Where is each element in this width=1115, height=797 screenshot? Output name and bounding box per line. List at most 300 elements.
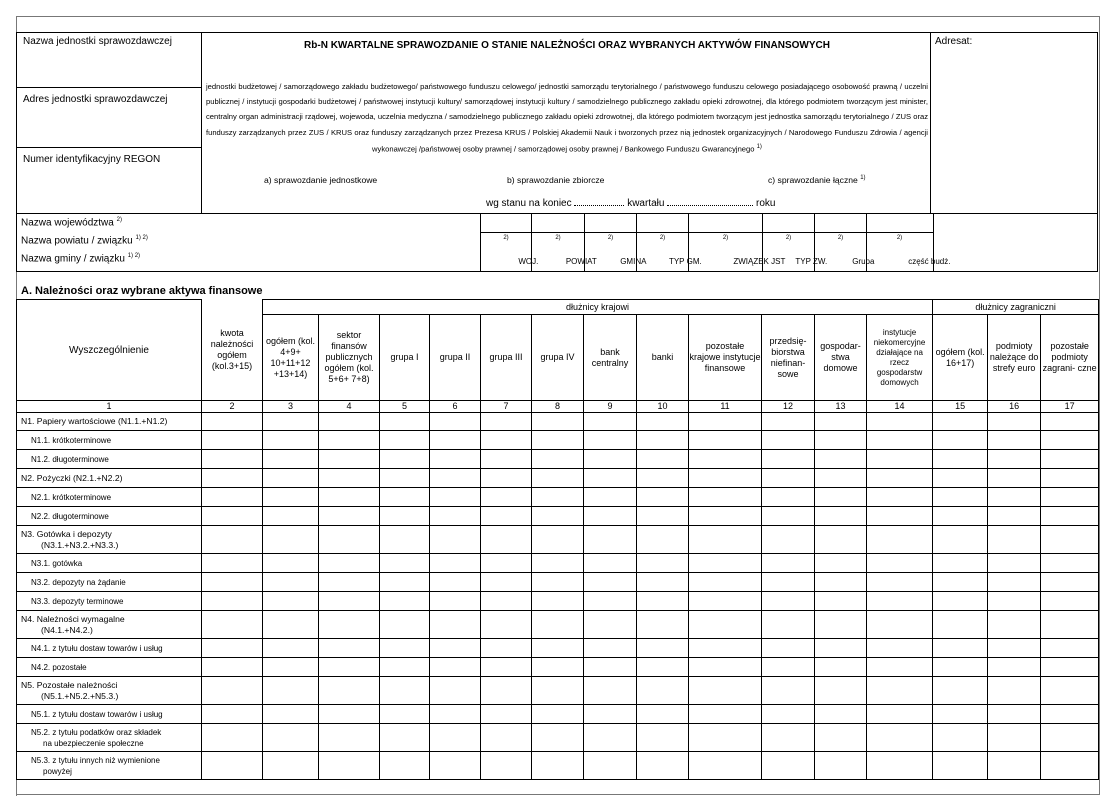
value-cell[interactable] — [319, 526, 380, 554]
value-cell[interactable] — [263, 488, 319, 507]
value-cell[interactable] — [202, 573, 263, 592]
value-cell[interactable] — [532, 431, 584, 450]
value-cell[interactable] — [762, 469, 815, 488]
value-cell[interactable] — [762, 639, 815, 658]
value-cell[interactable] — [933, 611, 988, 639]
value-cell[interactable] — [263, 639, 319, 658]
value-cell[interactable] — [584, 611, 637, 639]
value-cell[interactable] — [430, 677, 481, 705]
value-cell[interactable] — [762, 488, 815, 507]
code-cell-czesc-budz[interactable]: część budż. $^{2)}$ — [866, 213, 932, 271]
value-cell[interactable] — [637, 431, 689, 450]
value-cell[interactable] — [988, 724, 1041, 752]
value-cell[interactable] — [319, 705, 380, 724]
value-cell[interactable] — [430, 724, 481, 752]
value-cell[interactable] — [584, 639, 637, 658]
value-cell[interactable] — [263, 469, 319, 488]
unit-identification — [17, 33, 202, 213]
value-cell[interactable] — [1041, 573, 1099, 592]
value-cell[interactable] — [430, 592, 481, 611]
value-cell[interactable] — [637, 573, 689, 592]
value-cell[interactable] — [988, 573, 1041, 592]
value-cell[interactable] — [380, 658, 430, 677]
value-cell[interactable] — [202, 488, 263, 507]
value-cell[interactable] — [867, 573, 933, 592]
value-cell[interactable] — [637, 526, 689, 554]
value-cell[interactable] — [933, 431, 988, 450]
value-cell[interactable] — [532, 554, 584, 573]
value-cell[interactable] — [319, 488, 380, 507]
value-cell[interactable] — [689, 507, 762, 526]
value-cell[interactable] — [988, 507, 1041, 526]
value-cell[interactable] — [1041, 526, 1099, 554]
value-cell[interactable] — [933, 724, 988, 752]
value-cell[interactable] — [815, 488, 867, 507]
value-cell[interactable] — [481, 677, 532, 705]
value-cell[interactable] — [762, 677, 815, 705]
option-combined-report[interactable]: c) sprawozdanie łączne $^{1)}$ — [768, 175, 866, 185]
value-cell[interactable] — [584, 658, 637, 677]
value-cell[interactable] — [380, 639, 430, 658]
value-cell[interactable] — [815, 611, 867, 639]
value-cell[interactable] — [263, 450, 319, 469]
value-cell[interactable] — [430, 611, 481, 639]
option-aggregate-report[interactable]: b) sprawozdanie zbiorcze — [507, 175, 605, 185]
value-cell[interactable] — [380, 469, 430, 488]
column-number: 9 — [584, 401, 637, 413]
value-cell[interactable] — [263, 658, 319, 677]
value-cell[interactable] — [933, 469, 988, 488]
value-cell[interactable] — [202, 639, 263, 658]
value-cell[interactable] — [584, 507, 637, 526]
value-cell[interactable] — [263, 752, 319, 780]
value-cell[interactable] — [988, 554, 1041, 573]
value-cell[interactable] — [1041, 413, 1099, 431]
value-cell[interactable] — [815, 677, 867, 705]
code-cell-woj[interactable]: WOJ. $^{2)}$ — [503, 235, 539, 266]
value-cell[interactable] — [933, 450, 988, 469]
value-cell[interactable] — [430, 658, 481, 677]
value-cell[interactable] — [380, 431, 430, 450]
value-cell[interactable] — [202, 677, 263, 705]
value-cell[interactable] — [867, 554, 933, 573]
value-cell[interactable] — [380, 554, 430, 573]
value-cell[interactable] — [380, 413, 430, 431]
value-cell[interactable] — [867, 705, 933, 724]
value-cell[interactable] — [1041, 611, 1099, 639]
value-cell[interactable] — [584, 488, 637, 507]
value-cell[interactable] — [584, 677, 637, 705]
value-cell[interactable] — [319, 752, 380, 780]
value-cell[interactable] — [933, 592, 988, 611]
value-cell[interactable] — [263, 413, 319, 431]
value-cell[interactable] — [532, 507, 584, 526]
value-cell[interactable] — [319, 413, 380, 431]
value-cell[interactable] — [481, 413, 532, 431]
value-cell[interactable] — [637, 639, 689, 658]
value-cell[interactable] — [933, 526, 988, 554]
value-cell[interactable] — [430, 639, 481, 658]
value-cell[interactable] — [430, 488, 481, 507]
code-cell-powiat[interactable]: POWIAT $^{2)}$ — [531, 213, 584, 271]
value-cell[interactable] — [1041, 752, 1099, 780]
value-cell[interactable] — [202, 469, 263, 488]
value-cell[interactable] — [380, 592, 430, 611]
value-cell[interactable] — [430, 431, 481, 450]
value-cell[interactable] — [867, 639, 933, 658]
value-cell[interactable] — [689, 450, 762, 469]
value-cell[interactable] — [637, 611, 689, 639]
value-cell[interactable] — [815, 752, 867, 780]
value-cell[interactable] — [689, 592, 762, 611]
value-cell[interactable] — [319, 469, 380, 488]
value-cell[interactable] — [532, 611, 584, 639]
value-cell[interactable] — [263, 554, 319, 573]
value-cell[interactable] — [481, 488, 532, 507]
value-cell[interactable] — [430, 573, 481, 592]
value-cell[interactable] — [380, 752, 430, 780]
value-cell[interactable] — [380, 705, 430, 724]
code-cell-gmina[interactable]: GMINA $^{2)}$ — [584, 213, 636, 271]
value-cell[interactable] — [867, 488, 933, 507]
value-cell[interactable] — [319, 450, 380, 469]
value-cell[interactable] — [481, 526, 532, 554]
value-cell[interactable] — [430, 526, 481, 554]
value-cell[interactable] — [430, 469, 481, 488]
value-cell[interactable] — [762, 592, 815, 611]
value-cell[interactable] — [762, 752, 815, 780]
value-cell[interactable] — [263, 677, 319, 705]
value-cell[interactable] — [1041, 469, 1099, 488]
value-cell[interactable] — [263, 705, 319, 724]
value-cell[interactable] — [202, 554, 263, 573]
value-cell[interactable] — [637, 554, 689, 573]
value-cell[interactable] — [762, 658, 815, 677]
value-cell[interactable] — [988, 469, 1041, 488]
value-cell[interactable] — [380, 611, 430, 639]
value-cell[interactable] — [689, 526, 762, 554]
value-cell[interactable] — [202, 450, 263, 469]
value-cell[interactable] — [1041, 592, 1099, 611]
value-cell[interactable] — [637, 752, 689, 780]
value-cell[interactable] — [762, 705, 815, 724]
value-cell[interactable] — [867, 592, 933, 611]
value-cell[interactable] — [933, 705, 988, 724]
table-row — [17, 554, 1099, 573]
value-cell[interactable] — [933, 413, 988, 431]
value-cell[interactable] — [202, 658, 263, 677]
value-cell[interactable] — [988, 677, 1041, 705]
value-cell[interactable] — [988, 413, 1041, 431]
value-cell[interactable] — [815, 469, 867, 488]
value-cell[interactable] — [532, 413, 584, 431]
value-cell[interactable] — [933, 752, 988, 780]
value-cell[interactable] — [689, 573, 762, 592]
value-cell[interactable] — [202, 413, 263, 431]
value-cell[interactable] — [815, 592, 867, 611]
value-cell[interactable] — [584, 705, 637, 724]
value-cell[interactable] — [815, 573, 867, 592]
value-cell[interactable] — [481, 554, 532, 573]
value-cell[interactable] — [689, 431, 762, 450]
value-cell[interactable] — [815, 658, 867, 677]
value-cell[interactable] — [933, 573, 988, 592]
code-cell-typ-zw[interactable]: TYP ZW. $^{2)}$ — [762, 213, 814, 271]
value-cell[interactable] — [430, 705, 481, 724]
value-cell[interactable] — [481, 752, 532, 780]
value-cell[interactable] — [689, 639, 762, 658]
value-cell[interactable] — [637, 592, 689, 611]
table-body — [17, 401, 1099, 780]
value-cell[interactable] — [988, 450, 1041, 469]
value-cell[interactable] — [762, 573, 815, 592]
value-cell[interactable] — [1041, 450, 1099, 469]
value-cell[interactable] — [584, 469, 637, 488]
value-cell[interactable] — [584, 752, 637, 780]
value-cell[interactable] — [481, 592, 532, 611]
value-cell[interactable] — [815, 413, 867, 431]
value-cell[interactable] — [481, 431, 532, 450]
value-cell[interactable] — [988, 639, 1041, 658]
value-cell[interactable] — [762, 431, 815, 450]
value-cell[interactable] — [867, 658, 933, 677]
value-cell[interactable] — [988, 611, 1041, 639]
value-cell[interactable] — [1041, 507, 1099, 526]
value-cell[interactable] — [481, 639, 532, 658]
value-cell[interactable] — [481, 724, 532, 752]
value-cell[interactable] — [263, 526, 319, 554]
value-cell[interactable] — [584, 554, 637, 573]
value-cell[interactable] — [202, 752, 263, 780]
value-cell[interactable] — [430, 554, 481, 573]
year-field[interactable] — [667, 196, 753, 206]
value-cell[interactable] — [988, 592, 1041, 611]
table-row — [17, 507, 1099, 526]
value-cell[interactable] — [689, 611, 762, 639]
value-cell[interactable] — [762, 526, 815, 554]
value-cell[interactable] — [637, 658, 689, 677]
value-cell[interactable] — [1041, 488, 1099, 507]
value-cell[interactable] — [637, 507, 689, 526]
value-cell[interactable] — [689, 724, 762, 752]
value-cell[interactable] — [319, 658, 380, 677]
value-cell[interactable] — [988, 705, 1041, 724]
value-cell[interactable] — [988, 526, 1041, 554]
value-cell[interactable] — [263, 507, 319, 526]
value-cell[interactable] — [532, 488, 584, 507]
value-cell[interactable] — [1041, 554, 1099, 573]
value-cell[interactable] — [584, 592, 637, 611]
value-cell[interactable] — [263, 724, 319, 752]
value-cell[interactable] — [762, 554, 815, 573]
table-row — [17, 450, 1099, 469]
value-cell[interactable] — [933, 507, 988, 526]
value-cell[interactable] — [481, 705, 532, 724]
value-cell[interactable] — [481, 450, 532, 469]
code-cell-typ-gm[interactable]: TYP GM. $^{2)}$ — [636, 213, 688, 271]
value-cell[interactable] — [689, 413, 762, 431]
value-cell[interactable] — [1041, 705, 1099, 724]
value-cell[interactable] — [532, 705, 584, 724]
value-cell[interactable] — [202, 705, 263, 724]
value-cell[interactable] — [867, 611, 933, 639]
value-cell[interactable] — [815, 526, 867, 554]
code-cell-zwiazek-jst[interactable]: ZWIĄZEK JST $^{2)}$ — [688, 213, 762, 271]
value-cell[interactable] — [815, 431, 867, 450]
value-cell[interactable] — [202, 507, 263, 526]
value-cell[interactable] — [319, 724, 380, 752]
value-cell[interactable] — [762, 507, 815, 526]
value-cell[interactable] — [689, 488, 762, 507]
value-cell[interactable] — [637, 705, 689, 724]
value-cell[interactable] — [380, 526, 430, 554]
value-cell[interactable] — [933, 658, 988, 677]
value-cell[interactable] — [481, 573, 532, 592]
value-cell[interactable] — [319, 611, 380, 639]
value-cell[interactable] — [933, 554, 988, 573]
value-cell[interactable] — [481, 469, 532, 488]
quarter-field[interactable] — [574, 196, 624, 206]
value-cell[interactable] — [988, 488, 1041, 507]
value-cell[interactable] — [933, 677, 988, 705]
value-cell[interactable] — [815, 450, 867, 469]
value-cell[interactable] — [1041, 431, 1099, 450]
value-cell[interactable] — [637, 677, 689, 705]
value-cell[interactable] — [532, 469, 584, 488]
value-cell[interactable] — [867, 677, 933, 705]
value-cell[interactable] — [815, 554, 867, 573]
value-cell[interactable] — [380, 573, 430, 592]
value-cell[interactable] — [319, 677, 380, 705]
value-cell[interactable] — [762, 413, 815, 431]
value-cell[interactable] — [689, 554, 762, 573]
table-row — [17, 573, 1099, 592]
value-cell[interactable] — [933, 639, 988, 658]
value-cell[interactable] — [430, 413, 481, 431]
value-cell[interactable] — [867, 413, 933, 431]
value-cell[interactable] — [867, 431, 933, 450]
table-row — [17, 677, 1099, 705]
value-cell[interactable] — [1041, 658, 1099, 677]
value-cell[interactable] — [319, 554, 380, 573]
value-cell[interactable] — [481, 507, 532, 526]
value-cell[interactable] — [532, 752, 584, 780]
value-cell[interactable] — [867, 507, 933, 526]
value-cell[interactable] — [1041, 677, 1099, 705]
value-cell[interactable] — [263, 573, 319, 592]
value-cell[interactable] — [319, 573, 380, 592]
value-cell[interactable] — [532, 639, 584, 658]
value-cell[interactable] — [263, 592, 319, 611]
value-cell[interactable] — [689, 705, 762, 724]
value-cell[interactable] — [430, 752, 481, 780]
value-cell[interactable] — [584, 526, 637, 554]
value-cell[interactable] — [584, 573, 637, 592]
value-cell[interactable] — [637, 724, 689, 752]
value-cell[interactable] — [380, 677, 430, 705]
territory-section — [16, 213, 1098, 272]
value-cell[interactable] — [689, 677, 762, 705]
value-cell[interactable] — [584, 413, 637, 431]
value-cell[interactable] — [815, 507, 867, 526]
value-cell[interactable] — [202, 724, 263, 752]
value-cell[interactable] — [637, 488, 689, 507]
value-cell[interactable] — [689, 658, 762, 677]
value-cell[interactable] — [867, 469, 933, 488]
value-cell[interactable] — [532, 450, 584, 469]
column-header: przedsię- biorstwa niefinan- sowe — [762, 315, 815, 401]
option-individual-report[interactable]: a) sprawozdanie jednostkowe — [264, 175, 378, 185]
value-cell[interactable] — [815, 705, 867, 724]
value-cell[interactable] — [988, 752, 1041, 780]
value-cell[interactable] — [1041, 724, 1099, 752]
value-cell[interactable] — [532, 526, 584, 554]
value-cell[interactable] — [202, 526, 263, 554]
value-cell[interactable] — [637, 413, 689, 431]
value-cell[interactable] — [762, 450, 815, 469]
value-cell[interactable] — [584, 450, 637, 469]
value-cell[interactable] — [988, 431, 1041, 450]
value-cell[interactable] — [319, 592, 380, 611]
value-cell[interactable] — [815, 639, 867, 658]
value-cell[interactable] — [637, 469, 689, 488]
value-cell[interactable] — [584, 724, 637, 752]
value-cell[interactable] — [815, 724, 867, 752]
value-cell[interactable] — [933, 488, 988, 507]
value-cell[interactable] — [637, 450, 689, 469]
value-cell[interactable] — [263, 431, 319, 450]
column-number: 13 — [815, 401, 867, 413]
value-cell[interactable] — [263, 611, 319, 639]
value-cell[interactable] — [689, 752, 762, 780]
value-cell[interactable] — [380, 724, 430, 752]
value-cell[interactable] — [380, 450, 430, 469]
value-cell[interactable] — [867, 752, 933, 780]
value-cell[interactable] — [430, 507, 481, 526]
value-cell[interactable] — [481, 658, 532, 677]
row-label: N2. Pożyczki (N2.1.+N2.2) — [17, 469, 202, 488]
value-cell[interactable] — [867, 724, 933, 752]
value-cell[interactable] — [319, 507, 380, 526]
value-cell[interactable] — [202, 611, 263, 639]
receivables-table — [16, 299, 1099, 780]
value-cell[interactable] — [584, 431, 637, 450]
value-cell[interactable] — [762, 611, 815, 639]
value-cell[interactable] — [202, 592, 263, 611]
value-cell[interactable] — [867, 450, 933, 469]
code-cell-grupa[interactable]: Grupa $^{2)}$ — [814, 213, 866, 271]
value-cell[interactable] — [380, 488, 430, 507]
value-cell[interactable] — [319, 639, 380, 658]
value-cell[interactable] — [867, 526, 933, 554]
value-cell[interactable] — [532, 573, 584, 592]
value-cell[interactable] — [532, 677, 584, 705]
value-cell[interactable] — [532, 724, 584, 752]
value-cell[interactable] — [532, 658, 584, 677]
value-cell[interactable] — [430, 450, 481, 469]
value-cell[interactable] — [481, 611, 532, 639]
value-cell[interactable] — [380, 507, 430, 526]
value-cell[interactable] — [689, 469, 762, 488]
value-cell[interactable] — [202, 431, 263, 450]
value-cell[interactable] — [319, 431, 380, 450]
column-header: banki — [637, 315, 689, 401]
value-cell[interactable] — [762, 724, 815, 752]
column-number: 6 — [430, 401, 481, 413]
value-cell[interactable] — [988, 658, 1041, 677]
value-cell[interactable] — [532, 592, 584, 611]
value-cell[interactable] — [1041, 639, 1099, 658]
